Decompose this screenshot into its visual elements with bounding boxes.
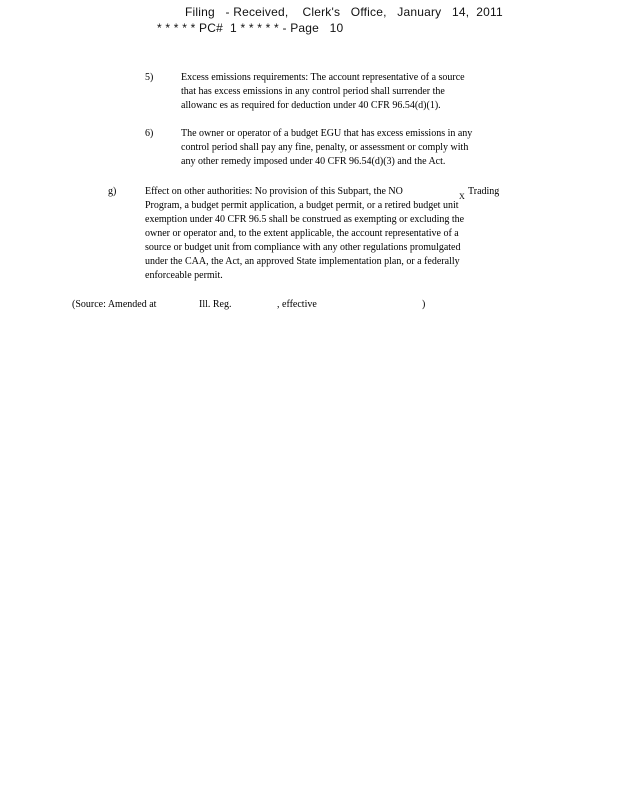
section-trailing-word: Trading [468, 186, 500, 197]
section-text-line: exemption under 40 CFR 96.5 shall be construed as exempting or excluding the [145, 214, 465, 225]
section-text-line: Program, a budget permit application, a budget permit, or a retired budget unit [145, 200, 459, 211]
section-text-line: under the CAA, the Act, an approved State implementation plan, or a federally [145, 256, 460, 267]
section-first-line: Effect on other authorities: No provision of this Subpart, the NO [145, 186, 403, 197]
item-text-line: that has excess emissions in any control period shall surrender the [181, 86, 445, 97]
nox-subscript: X [459, 192, 465, 201]
item-text-line: control period shall pay any fine, penalty, or assessment or comply with [181, 142, 469, 153]
section-letter: g) [108, 186, 117, 197]
header-filing-line: Filing - Received, Clerk's Office, January 14, 2011 [185, 5, 503, 19]
header-page-line: * * * * * PC# 1 * * * * * - Page 10 [157, 21, 344, 35]
source-reg: Ill. Reg. [199, 299, 232, 310]
item-text-line: The owner or operator of a budget EGU that has excess emissions in any [181, 128, 473, 139]
source-open: (Source: Amended at [72, 299, 157, 310]
item-number: 6) [145, 128, 154, 139]
source-close: ) [422, 299, 426, 310]
item-text-line: allowanc es as required for deduction under 40 CFR 96.54(d)(1). [181, 100, 441, 111]
item-text-line: Excess emissions requirements: The account representative of a source [181, 72, 465, 83]
source-effective: , effective [277, 299, 317, 310]
section-text-line: enforceable permit. [145, 270, 223, 281]
item-number: 5) [145, 72, 154, 83]
item-text-line: any other remedy imposed under 40 CFR 96.54(d)(3) and the Act. [181, 156, 446, 167]
section-text-line: owner or operator and, to the extent applicable, the account representative of a [145, 228, 459, 239]
section-text-line: source or budget unit from compliance with any other regulations promulgated [145, 242, 461, 253]
